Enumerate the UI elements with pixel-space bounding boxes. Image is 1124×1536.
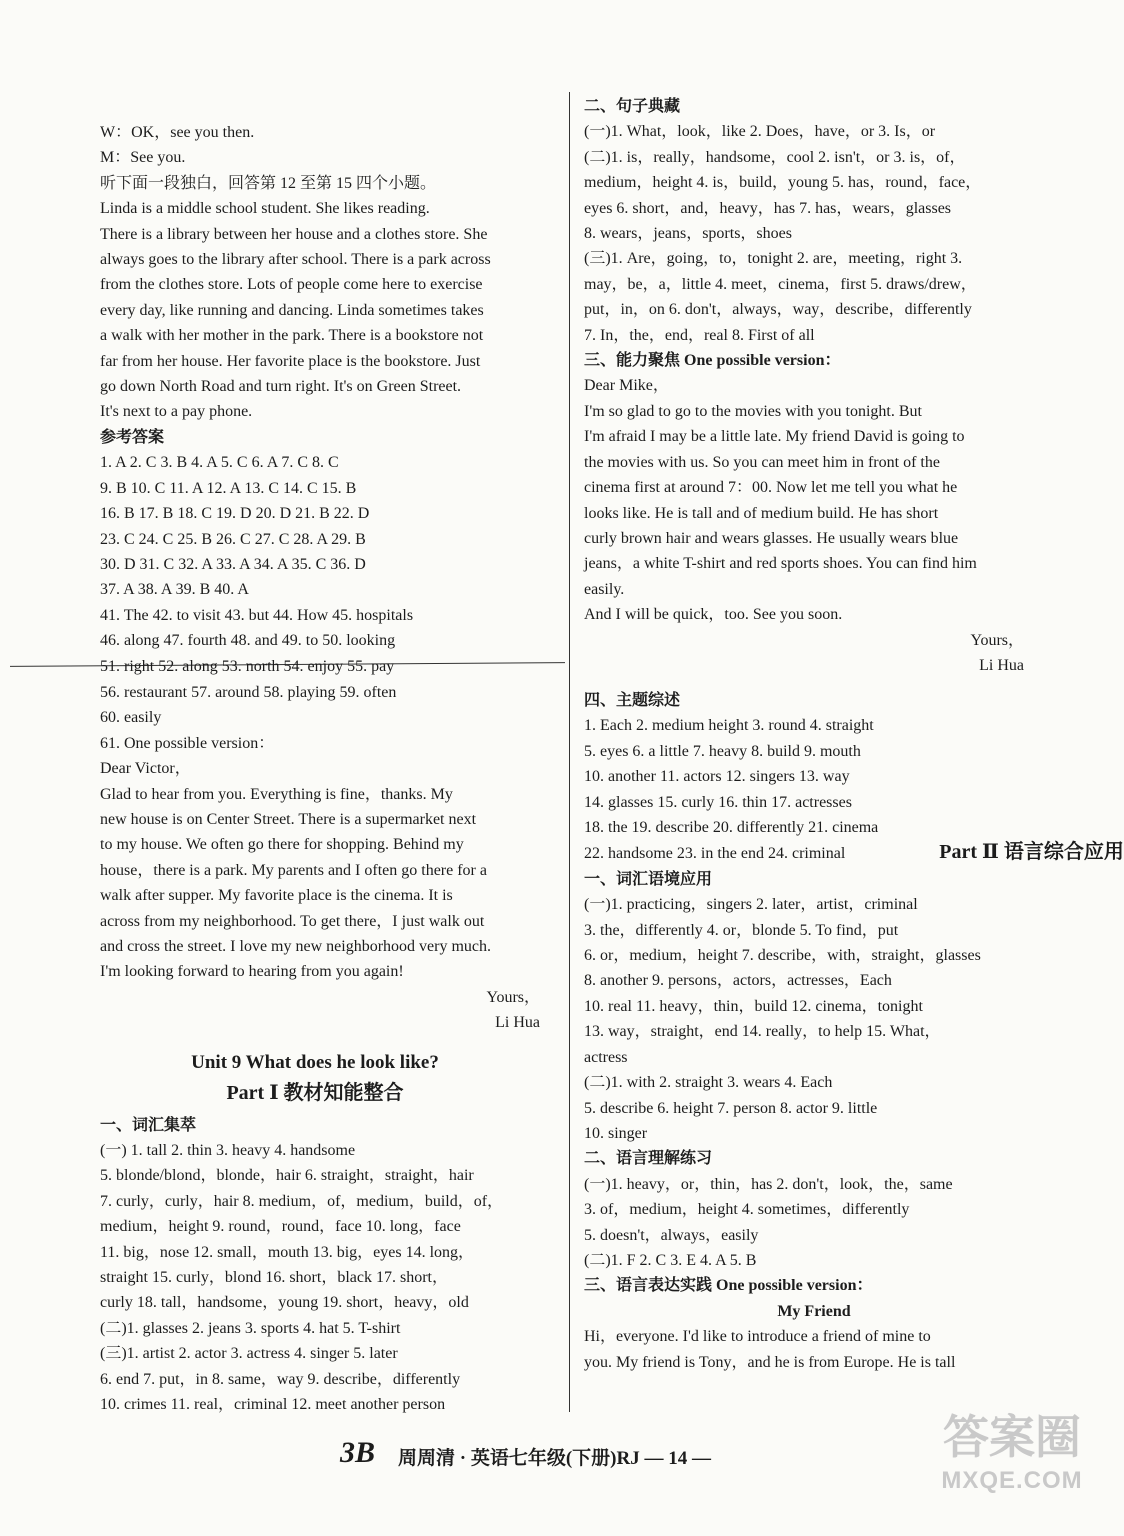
letter-victor bbox=[100, 680, 560, 985]
column-divider bbox=[569, 92, 570, 1412]
text-line: 1. A 2. C 3. B 4. A 5. C 6. A 7. C 8. C bbox=[100, 454, 339, 472]
text-line: walk after supper. My favorite place is the cinema. It is bbox=[100, 887, 453, 905]
watermark-url: MXQE.COM bbox=[941, 1467, 1083, 1494]
text-line: 二、句子典藏 bbox=[584, 98, 681, 115]
part-2-title: Part Ⅱ 语言综合应用 bbox=[939, 841, 1124, 864]
text-line: 听下面一段独白，回答第 12 至第 15 四个小题。 bbox=[100, 174, 437, 192]
text-line: I'm looking forward to hearing from you again! bbox=[100, 963, 404, 981]
text-line: 二、语言理解练习 bbox=[584, 1150, 713, 1168]
text-line: new house is on Center Street. There is a supermarket next bbox=[100, 811, 477, 829]
text-line: 11. big，nose 12. small，mouth 13. big，eyes 14. long， bbox=[100, 1243, 475, 1261]
text-line: the movies with us. So you can meet him in front of the bbox=[584, 453, 940, 471]
text-line: 10. singer bbox=[584, 1124, 648, 1142]
text-line: 5. describe 6. height 7. person 8. actor 9. little bbox=[584, 1099, 878, 1117]
text-line: 56. restaurant 57. around 58. playing 59. often bbox=[100, 684, 397, 701]
text-line: from the clothes store. Lots of people come here to exercise bbox=[100, 276, 483, 294]
text-line: 5. eyes 6. a little 7. heavy 8. build 9. mouth bbox=[584, 742, 861, 760]
text-line: Hi，everyone. I'd like to introduce a friend of mine to bbox=[584, 1328, 931, 1346]
sentence-and-letter-section bbox=[584, 94, 1044, 628]
text-line: 13. way，straight，end 14. really，to help 15. What， bbox=[584, 1023, 941, 1041]
text-line: jeans，a white T-shirt and red sports shoes. You can find him bbox=[584, 555, 977, 573]
left-column-bottom bbox=[100, 680, 560, 1417]
text-line: far from her house. Her favorite place is the bookstore. Just bbox=[100, 352, 481, 370]
footer-text: 周周清 · 英语七年级(下册)RJ — 14 — bbox=[398, 1448, 711, 1469]
text-line: (二)1. with 2. straight 3. wears 4. Each bbox=[584, 1074, 833, 1092]
text-line: (二)1. F 2. C 3. E 4. A 5. B bbox=[584, 1251, 757, 1269]
text-line: 8. another 9. persons，actors，actresses，Each bbox=[584, 972, 892, 990]
page-footer bbox=[340, 1446, 711, 1471]
text-line: And I will be quick，too. See you soon. bbox=[584, 606, 843, 624]
brand-logo: 3B bbox=[340, 1436, 376, 1469]
text-line: house，there is a park. My parents and I often go there for a bbox=[100, 861, 487, 879]
text-line: 10. crimes 11. real，criminal 12. meet another person bbox=[100, 1395, 446, 1413]
right-sign-yours: Yours， bbox=[970, 631, 1024, 649]
text-line: Glad to hear from you. Everything is fine，thanks. My bbox=[100, 785, 453, 803]
text-line: 5. blonde/blond，blonde，hair 6. straight，straight，hair bbox=[100, 1167, 474, 1185]
vocab-section bbox=[100, 1113, 560, 1418]
text-line: 16. B 17. B 18. C 19. D 20. D 21. B 22. D bbox=[100, 505, 370, 523]
right-column-bottom bbox=[584, 688, 1124, 1375]
text-line: may，be，a，little 4. meet，cinema，first 5. draws/drew， bbox=[584, 275, 977, 293]
right-sign-name: Li Hua bbox=[979, 656, 1024, 674]
text-line: medium，height 4. is，build，young 5. has，round，face， bbox=[584, 174, 982, 192]
essay-title: My Friend bbox=[777, 1302, 851, 1320]
text-line: every day, like running and dancing. Linda sometimes takes bbox=[100, 301, 484, 319]
watermark bbox=[937, 1408, 1087, 1528]
text-line: actress bbox=[584, 1048, 628, 1066]
watermark-cn: 答案圈 bbox=[943, 1412, 1081, 1463]
text-line: (二)1. is，really，handsome，cool 2. isn't，or 3. is，of， bbox=[584, 148, 966, 166]
part-1-title: Part Ⅰ 教材知能整合 bbox=[226, 1082, 404, 1105]
text-line: 37. A 38. A 39. B 40. A bbox=[100, 581, 249, 599]
text-line: 参考答案 bbox=[100, 428, 165, 446]
text-line: (一)1. heavy，or，thin，has 2. don't，look，the，same bbox=[584, 1175, 953, 1193]
text-line: 一、词汇语境应用 bbox=[584, 870, 713, 888]
text-line: 6. or，medium，height 7. describe，with，straight，glasses bbox=[584, 947, 981, 965]
text-line: (三)1. Are，going，to，tonight 2. are，meeting，right 3. bbox=[584, 250, 963, 268]
right-column-top bbox=[584, 94, 1044, 678]
text-line: 8. wears，jeans，sports，shoes bbox=[584, 225, 792, 243]
text-line: cinema first at around 7：00. Now let me tell you what he bbox=[584, 479, 958, 497]
text-line: put，in，on 6. don't，always，way，describe，differently bbox=[584, 301, 972, 319]
text-line: 3. of，medium，height 4. sometimes，differently bbox=[584, 1201, 910, 1219]
text-line: It's next to a pay phone. bbox=[100, 403, 253, 421]
text-line: 7. In，the，end，real 8. First of all bbox=[584, 326, 815, 344]
left-sign-name: Li Hua bbox=[495, 1014, 540, 1032]
text-line: medium，height 9. round，round，face 10. long，face bbox=[100, 1218, 461, 1236]
text-line: 10. another 11. actors 12. singers 13. way bbox=[584, 768, 850, 786]
unit-title: Unit 9 What does he look like? bbox=[191, 1051, 439, 1073]
text-line: (一)1. What，look，like 2. Does，have，or 3. Is，or bbox=[584, 123, 936, 141]
text-line: go down North Road and turn right. It's on Green Street. bbox=[100, 378, 462, 396]
text-line: a walk with her mother in the park. There is a bookstore not bbox=[100, 327, 484, 345]
text-line: 18. the 19. describe 20. differently 21. cinema bbox=[584, 819, 879, 837]
theme-last-text: 22. handsome 23. in the end 24. criminal bbox=[584, 845, 846, 863]
text-line: easily. bbox=[584, 580, 625, 598]
text-line: straight 15. curly，blond 16. short，black 17. short， bbox=[100, 1268, 448, 1286]
text-line: 14. glasses 15. curly 16. thin 17. actresses bbox=[584, 793, 852, 811]
text-line: always goes to the library after school. There is a park across bbox=[100, 251, 491, 269]
theme-last-line bbox=[584, 840, 1124, 866]
language-application-section bbox=[584, 867, 1044, 1299]
text-line: 三、能力聚焦 One possible version： bbox=[584, 352, 841, 370]
text-line: (三)1. artist 2. actor 3. actress 4. singer 5. later bbox=[100, 1345, 398, 1363]
text-line: 1. Each 2. medium height 3. round 4. straight bbox=[584, 717, 874, 735]
left-sign-yours: Yours， bbox=[486, 988, 540, 1006]
text-line: Dear Mike， bbox=[584, 377, 669, 395]
text-line: curly 18. tall，handsome，young 19. short，heavy，old bbox=[100, 1294, 469, 1312]
text-line: 三、语言表达实践 One possible version： bbox=[584, 1277, 873, 1295]
text-line: 一、词汇集萃 bbox=[100, 1116, 197, 1134]
text-line: I'm so glad to go to the movies with you tonight. But bbox=[584, 402, 922, 420]
text-line: I'm afraid I may be a little late. My friend David is going to bbox=[584, 428, 965, 446]
text-line: (一)1. practicing，singers 2. later，artist，criminal bbox=[584, 896, 918, 914]
text-line: (二)1. glasses 2. jeans 3. sports 4. hat 5. T-shirt bbox=[100, 1319, 401, 1337]
text-line: M：See you. bbox=[100, 149, 186, 167]
text-line: 41. The 42. to visit 43. but 44. How 45. hospitals bbox=[100, 606, 414, 624]
text-line: 3. the，differently 4. or，blonde 5. To find，put bbox=[584, 921, 899, 939]
text-line: looks like. He is tall and of medium build. He has short bbox=[584, 504, 939, 522]
text-line: curly brown hair and wears glasses. He usually wears blue bbox=[584, 529, 959, 547]
text-line: across from my neighborhood. To get there，I just walk out bbox=[100, 912, 485, 930]
left-column-top bbox=[100, 120, 560, 679]
text-line: Dear Victor， bbox=[100, 760, 191, 778]
text-line: and cross the street. I love my new neighborhood very much. bbox=[100, 938, 492, 956]
text-line: (一) 1. tall 2. thin 3. heavy 4. handsome bbox=[100, 1141, 356, 1159]
text-line: 46. along 47. fourth 48. and 49. to 50. looking bbox=[100, 632, 396, 650]
theme-section bbox=[584, 688, 1044, 840]
text-line: 6. end 7. put，in 8. same，way 9. describe，differently bbox=[100, 1370, 461, 1388]
text-line: you. My friend is Tony，and he is from Europe. He is tall bbox=[584, 1353, 956, 1371]
text-line: 23. C 24. C 25. B 26. C 27. C 28. A 29. B bbox=[100, 530, 366, 548]
text-line: 四、主题综述 bbox=[584, 692, 681, 709]
text-line: 9. B 10. C 11. A 12. A 13. C 14. C 15. B bbox=[100, 479, 357, 497]
text-line: 5. doesn't，always，easily bbox=[584, 1226, 759, 1244]
text-line: to my house. We often go there for shopping. Behind my bbox=[100, 836, 464, 854]
essay-body bbox=[584, 1324, 1044, 1375]
text-line: Linda is a middle school student. She likes reading. bbox=[100, 200, 430, 218]
text-line: eyes 6. short，and，heavy，has 7. has，wears，glasses bbox=[584, 199, 952, 217]
text-line: 30. D 31. C 32. A 33. A 34. A 35. C 36. D bbox=[100, 555, 366, 573]
text-line: 7. curly，curly，hair 8. medium，of，medium，build，of， bbox=[100, 1192, 504, 1210]
text-line: There is a library between her house and a clothes store. She bbox=[100, 225, 488, 243]
text-line: 60. easily bbox=[100, 709, 162, 727]
text-line: 10. real 11. heavy，thin，build 12. cinema，tonight bbox=[584, 997, 923, 1015]
text-line: 61. One possible version： bbox=[100, 734, 275, 752]
text-line: 51. right 52. along 53. north 54. enjoy 55. pay bbox=[100, 657, 395, 675]
text-line: W：OK，see you then. bbox=[100, 124, 255, 141]
